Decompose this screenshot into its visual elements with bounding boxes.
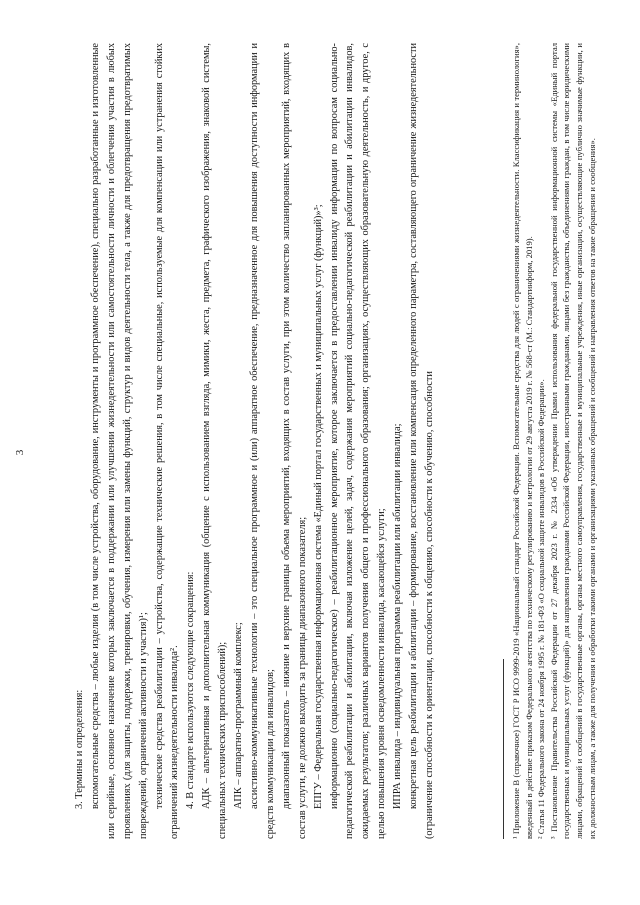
section-heading: 3. Термины и определения: <box>74 689 85 809</box>
paragraph-10: ИПРА инвалида – индивидуальная программа реабилитации или абилитации инвалида; <box>392 423 404 809</box>
paragraph-6: ассистивно-коммуникативные технологии – это специальное программное и (или) аппаратное обеспечение, предназначенное для повышения доступности информации и средств коммуникации для инвалидов; <box>248 43 276 839</box>
paragraph-7: диапазонный показатель – нижние и верхние границы объема мероприятий, входящих в состав услуги, при этом количество запланированных мероприятий, входящих в состав услуги, не должно выходить за границы диапазонного показателя; <box>280 43 308 839</box>
paragraph-11: конкретная цель реабилитации и абилитации – формирование, восстановление или компенсация определенного параметра, составляющего ограничение жизнедеятельности (ограничение способности к ориентации, способности к общению, способности к обучению, способности <box>408 43 435 839</box>
paragraph-3: 4. В стандарте используются следующие сокращения: <box>185 571 197 809</box>
page-number: 3 <box>14 449 26 456</box>
footnote-divider <box>503 659 504 839</box>
paragraph-2: технические средства реабилитации – устройства, содержащие технические решения, в том числе специальные, используемые для компенсации или устранения стойких ограничений жизнедеятельности инвалида². <box>153 43 181 839</box>
footnote-1: ¹ Приложение В (справочное) ГОСТ Р ИСО 9999-2019 «Национальный стандарт Российской Федерации. Вспомогательные средства для людей с ограничениями жизнедеятельности. Классификация и терминология», введенный в действие приказом Федерального агентства по техническому регулированию и метрологии от 29 августа 2019 г. № 568-ст (М.: Стандартинформ, 2019). <box>511 43 534 839</box>
paragraph-5: АПК – аппаратно-программный комплекс; <box>233 622 245 809</box>
document-body <box>72 43 438 839</box>
paragraph-4: АДК – альтернативная и дополнительная коммуникация (общение с использованием взгляда, мимики, жеста, предмета, графического изображения, знаковой системы, специальных технических приспособлений); <box>201 43 229 839</box>
paragraph-8: ЕПГУ – Федеральная государственная информационная система «Единый портал государственных и муниципальных услуг (функций)»³; <box>312 204 324 809</box>
footnotes <box>510 43 598 839</box>
footnote-3: ³ Постановление Правительства Российской Федерации от 27 декабря 2023 г. № 2334 «Об утверждении Правил использования федеральной государственной информационной системы «Единый портал государственных и муниципальных услуг (функций)» для направления гражданами Российской Федерации, иностранными гражданами, лицами без гражданства, объединениями граждан, в том числе юридическими лицами, обращений и сообщений в государственные органы, органы местного самоуправления, государственные и муниципальные учреждения, иные организации, осуществляющие публично значимые функции, и их должностным лицам, а также для получения и обработки такими органами и организациями указанных обращений и сообщений и направления ответов на такие обращения и сообщения». <box>548 43 597 839</box>
paragraph-1: вспомогательные средства – любые изделия (в том числе устройства, оборудование, инструменты и программное обеспечение), специально разработанные и изготовленные или серийные, основное назначение которых заключается в поддержании или улучшении жизнедеятельности или самостоятельности личности и облегчения участия в любых проявлениях (для защиты, поддержки, тренировки, обучения, измерения или замены функций, структур и видов деятельности тела, а также для предотвращения предотвратимых повреждений, ограничений активности и участия)¹; <box>89 43 149 839</box>
paragraph-9: информационно (социально-педагогическое) – реабилитационное мероприятие, которое заключается в предоставлении инвалиду информации по вопросам социально-педагогической реабилитации и абилитации, включая изложение целей, задач, содержания мероприятий социально-педагогической реабилитации и абилитации инвалидов, ожидаемых результатов; различных вариантов получения общего и профессионального образования; организациях, осуществляющих образовательную деятельность, и другое, с целью повышения уровня осведомленности инвалида, касающейся услуги; <box>328 43 388 839</box>
footnote-2: ² Статья 11 Федерального закона от 24 ноября 1995 г. № 181-ФЗ «О социальной защите инвалидов в Российской Федерации». <box>536 379 547 839</box>
